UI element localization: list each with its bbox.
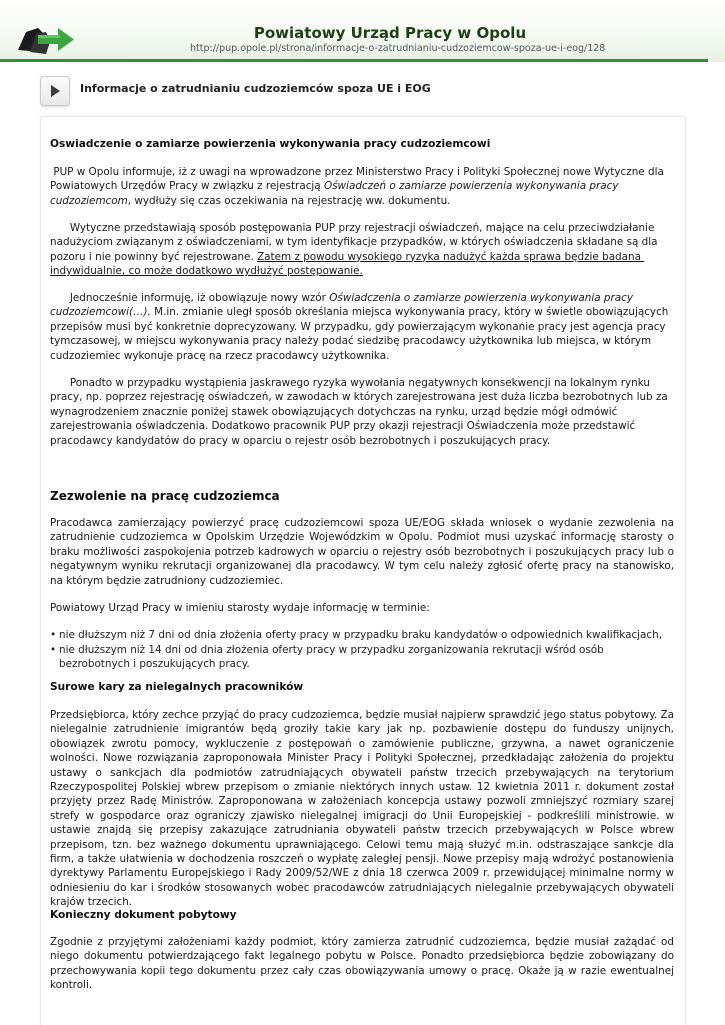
text-span: PUP w Opolu informuje, iż z uwagi na wprowadzone przez Ministerstwo Pracy i Polityki Społecznej nowe Wytyczne dla Powiatowych Urzędów Pracy w związku z rejestracją (50, 166, 668, 193)
list-item (50, 643, 674, 672)
site-title: Powiatowy Urząd Pracy w Opolu (253, 24, 527, 42)
paragraph: Ponadto w przypadku wystąpienia jaskrawego ryzyka wywołania negatywnych konsekwencji na lokalnym rynku pracy, np. poprzez rejestrację oświadczeń, w zawodach w których zarejestrowana jest duża liczba bezrobotnych lub za wynagrodzeniem znacznie poniżej stawek obowiązujących dotychczas na rynku, urząd będzie mógł odmówić zarejestrowania oświadczenia. Dodatkowo pracownik PUP przy okazji rejestracji Oświadczenia może przedstawić pracodawcy kandydatów do pracy w oparciu o rejestr osób bezrobotnych i poszukujących pracy. (50, 377, 672, 447)
site-header (0, 0, 725, 62)
paragraph: Zgodnie z przyjętymi założeniami każdy podmiot, który zamierza zatrudnić cudzoziemca, będzie musiał zażądać od niego dokumentu potwierdzającego fakt legalnego pobytu w Polsce. Ponadto przedsiębiorca będzie zobowiązany do przechowywania kopii tego dokumentu przez cały czas obowiązywania umowy o pracę. Okaże ją w razie ewentualnej kontroli. (50, 936, 674, 992)
bullet-icon: • (50, 644, 57, 656)
play-arrow-icon (48, 84, 62, 98)
paragraph: Przedsiębiorca, który zechce przyjąć do pracy cudzoziemca, będzie musiał najpierw sprawdzić jego status pobytowy. Za nielegalnie zatrudnienie imigrantów będą groziły takie kary jak np. pozbawienie dostępu do funduszy unijnych, obowiązek zwrotu pomocy, wykluczenie z postępowań o zamówienie publiczne, grzywna, a nawet ograniczenie wolności. Nowe rozwiązania zaproponowała Minister Pracy i Polityki Społecznej, przedkładając założenia do projektu ustawy o sankcjach dla podmiotów zatrudniających obywateli państw trzecich przebywających na terytorium Rzeczypospolitej Polskiej wbrew przepisom o zmianie niektórych innych ustaw. 12 kwietnia 2011 r. dokument został przyjęty przez Radę Ministrów. Zaproponowana w założeniach koncepcja ustawy pozwoli zmniejszyć rozmiary szarej strefy w gospodarce oraz ograniczy zjawisko nielegalnej imigracji do Unii Europejskiej - podkreślili ministrowie. w ustawie znajdą się przepisy zakazujące zatrudniania obywateli państw trzecich przebywających w Polsce wbrew przepisom, tzn. bez ważnego dokumentu uprawniającego. Celowi temu mają służyć m.in. odstraszające sankcje dla firm, a także ułatwienia w dochodzenia roszczeń o wypłatę zaległej pensji. Nowe przepisy mają wdrożyć postanowienia dyrektywy Parlamentu Europejskiego i Rady 2009/52/WE z dnia 18 czerwca 2009 r. przewidującej minimalne normy w odniesieniu do kar i środków stosowanych wobec pracodawców zatrudniających nielegalnie przebywających obywateli krajów trzecich. (50, 709, 674, 909)
paragraph: Powiatowy Urząd Pracy w imieniu starosty wydaje informację w terminie: (50, 602, 430, 614)
section-heading-zezwolenie: Zezwolenie na pracę cudzoziemca (50, 489, 280, 503)
section-heading-dokument: Konieczny dokument pobytowy (50, 909, 237, 921)
section-heading-kary: Surowe kary za nielegalnych pracowników (50, 681, 304, 693)
text-span: Jednocześnie informuję, iż obowiązuje nowy wzór (50, 292, 330, 304)
underlined-text: Zatem z powodu wysokiego ryzyka nadużyć każda sprawa będzie badana indywidualnie, co może dodatkowo wydłużyć postępowanie. (50, 250, 645, 278)
text-span: Wytyczne przedstawiają sposób postępowania PUP przy rejestracji oświadczeń, mające na celu przeciwdziałanie nadużyciom związanym z oświadczeniami, w tym identyfikacje przypadków, w których oświadczenia składane są dla pozoru i nie powinny być rejestrowane. (50, 222, 661, 263)
paragraph (50, 165, 674, 208)
list-item-text: nie dłuższym niż 7 dni od dnia złożenia oferty pracy w przypadku braku kandydatów o odpowiednich kwalifikacjach, (59, 629, 663, 641)
text-span: M.in. zmianie uległ sposób określania miejsca wykonywania pracy, który w świetle obowiązujących przepisów musi być konkretnie doprecyzowany. W przypadku, gdy powierzającym wykonanie pracy jest agencja pracy tymczasowej, w miejscu wykonywania pracy należy podać siedzibę pracodawcy użytkownika lub miejsca, w którym cudzoziemiec wykonuje pracę na rzecz pracodawcy użytkownika. (50, 306, 672, 362)
arrow-button[interactable] (40, 76, 70, 106)
paragraph (50, 221, 674, 279)
text-span: , wydłuży się czas oczekiwania na rejestrację ww. dokumentu. (127, 194, 451, 207)
section-heading-oswiadczenie: Oswiadczenie o zamiarze powierzenia wykonywania pracy cudzoziemcowi (50, 138, 491, 150)
page-url[interactable]: http://pup.opole.pl/strona/informacje-o-zatrudnianiu-cudzoziemcow-spoza-ue-i-eog/128 (190, 43, 606, 54)
paragraph: Pracodawca zamierzający powierzyć pracę cudzoziemcowi spoza UE/EOG składa wniosek o wydanie zezwolenia na zatrudnienie cudzoziemca w Opolskim Urzędzie Wojewódzkim w Opolu. Podmiot musi uzyskać informację starosty o braku możliwości zaspokojenia potrzeb kadrowych w oparciu o rejestry osób bezrobotnych i poszukujących pracy lub o negatywnym wyniku rekrutacji organizowanej dla pracodawcy. W tym celu należy zgłosić ofertę pracy na stanowisko, na którym będzie zatrudniony cudzoziemiec. (50, 517, 674, 587)
italic-text: Oświadczeń o zamiarze powierzenia wykonywania pracy cudzoziemcom (50, 180, 622, 207)
logo-icon (16, 22, 76, 56)
page-title: Informacje o zatrudnianiu cudzoziemców spoza UE i EOG (80, 82, 431, 95)
italic-text: Oświadczenia o zamiarze powierzenia wykonywania pracy cudzoziemcowi(…). (50, 292, 637, 319)
header-divider (0, 59, 708, 62)
list-item (50, 628, 674, 642)
bullet-icon: • (50, 629, 57, 641)
list-item-text: nie dłuższym niż 14 dni od dnia złożenia oferty pracy w przypadku zorganizowania rekrutacji wśród osób bezrobotnych i poszukujących pracy. (59, 644, 604, 671)
paragraph (50, 291, 674, 363)
